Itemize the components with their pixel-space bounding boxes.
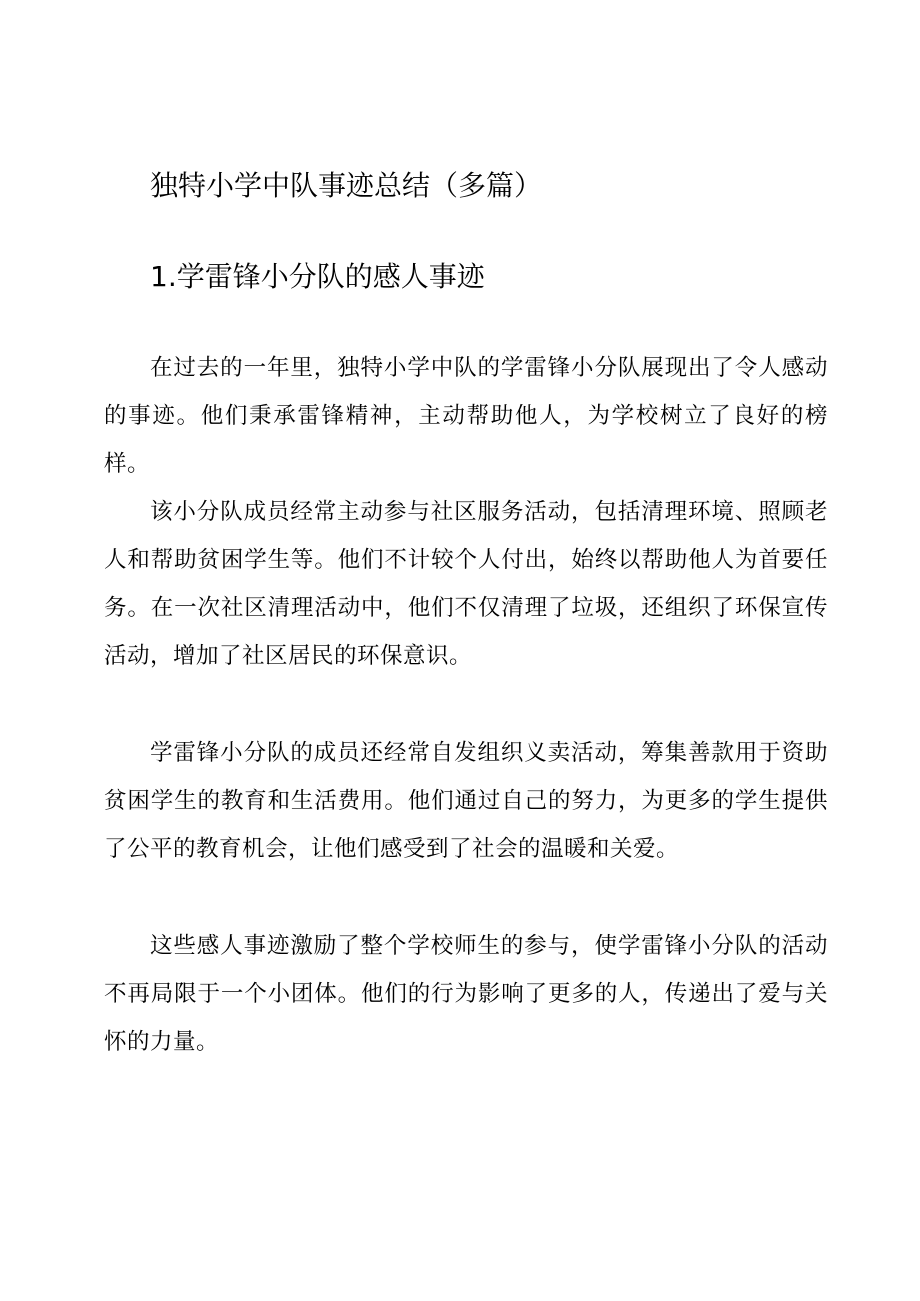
section-heading: 1.学雷锋小分队的感人事迹 <box>150 260 485 293</box>
paragraph-2: 该小分队成员经常主动参与社区服务活动，包括清理环境、照顾老人和帮助贫困学生等。他们不计较个人付出，始终以帮助他人为首要任务。在一次社区清理活动中，他们不仅清理了垃圾，还组织了环保宣传活动，增加了社区居民的环保意识。 <box>104 499 828 669</box>
document-title: 独特小学中队事迹总结（多篇） <box>150 169 543 202</box>
paragraph-1: 在过去的一年里，独特小学中队的学雷锋小分队展现出了令人感动的事迹。他们秉承雷锋精神，主动帮助他人，为学校树立了良好的榜样。 <box>104 355 828 477</box>
paragraph-3: 学雷锋小分队的成员还经常自发组织义卖活动，筹集善款用于资助贫困学生的教育和生活费用。他们通过自己的努力，为更多的学生提供了公平的教育机会，让他们感受到了社会的温暖和关爱。 <box>104 740 828 862</box>
paragraph-4: 这些感人事迹激励了整个学校师生的参与，使学雷锋小分队的活动不再局限于一个小团体。他们的行为影响了更多的人，传递出了爱与关怀的力量。 <box>104 933 828 1055</box>
